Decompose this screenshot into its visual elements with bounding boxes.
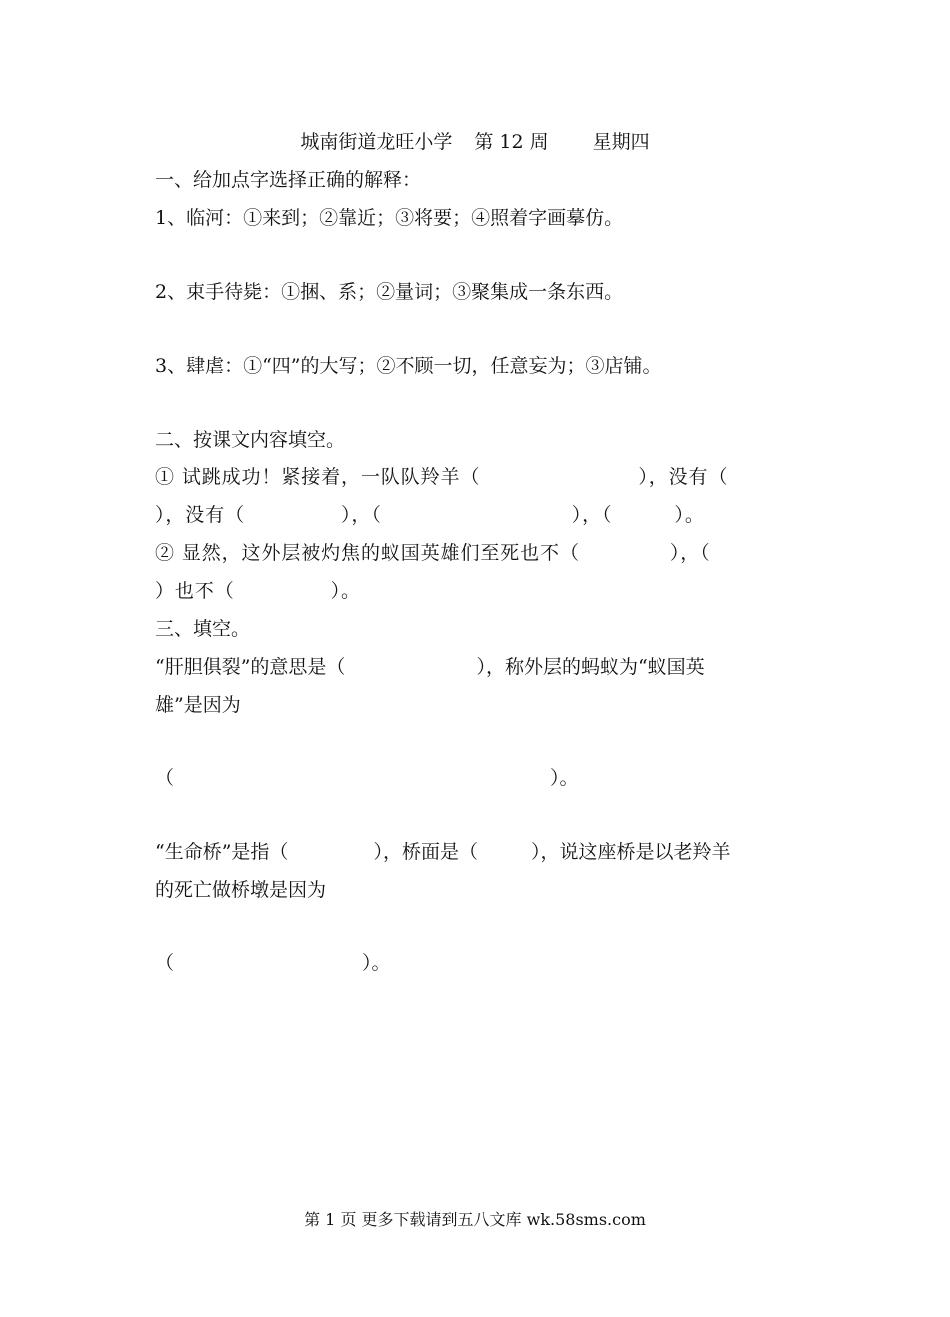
fill-blank-line — [155, 465, 800, 489]
day-label: 星期四 — [592, 131, 650, 153]
question-item: 2、束手待毙：①捆、系；②量词；③聚集成一条东西。 — [155, 281, 624, 303]
fill-blank-line — [155, 579, 800, 603]
sentence-text: ① 试跳成功！紧接着，一队队羚羊（ — [155, 466, 481, 488]
sentence-text: ）。 — [362, 952, 391, 974]
fill-blank-line — [155, 655, 800, 679]
page-title — [0, 130, 950, 154]
sentence-text: ）也不（ — [155, 580, 235, 602]
sentence-text: ）。 — [550, 767, 579, 789]
sentence-text: ），桥面是（ — [373, 841, 478, 863]
sentence-text: 雄”是因为 — [155, 694, 241, 716]
question-item: 1、临河：①来到；②靠近；③将要；④照着字画摹仿。 — [155, 207, 624, 229]
sentence-text: ），称外层的蚂蚁为“蚁国英 — [476, 656, 705, 678]
section1-heading: 一、给加点字选择正确的解释： — [155, 169, 422, 191]
sentence-text: ），（ — [571, 504, 613, 526]
fill-blank-line — [155, 951, 800, 975]
sentence-text: ），说这座桥是以老羚羊 — [530, 841, 731, 863]
sentence-text: 的死亡做桥墩是因为 — [155, 879, 327, 901]
sentence-text: ），没有（ — [155, 504, 246, 526]
sentence-text: ）。 — [674, 504, 705, 526]
section3-heading: 三、填空。 — [155, 618, 251, 640]
sentence-text: “生命桥”是指（ — [155, 841, 289, 863]
fill-blank-line — [155, 840, 800, 864]
school-name: 城南街道龙旺小学 — [300, 131, 453, 153]
sentence-text: ），（ — [669, 542, 711, 564]
sentence-text: ），没有（ — [638, 466, 729, 488]
page-footer: 第 1 页 更多下载请到五八文库 wk.58sms.com — [304, 1210, 646, 1229]
fill-blank-line — [155, 766, 800, 790]
sentence-text: （ — [155, 952, 175, 974]
question-item: 3、肆虐：①“四”的大写；②不顾一切，任意妄为；③店铺。 — [155, 355, 662, 377]
section2-heading: 二、按课文内容填空。 — [155, 429, 346, 451]
sentence-text: ② 显然，这外层被灼焦的蚁国英雄们至死也不（ — [155, 542, 580, 564]
fill-blank-line — [155, 503, 800, 527]
sentence-text: “肝胆俱裂”的意思是（ — [155, 656, 346, 678]
sentence-text: （ — [155, 767, 175, 789]
sentence-text: ），（ — [341, 504, 382, 526]
week-label: 第 12 周 — [474, 131, 549, 153]
fill-blank-line — [155, 541, 800, 565]
sentence-text: ）。 — [330, 580, 361, 602]
